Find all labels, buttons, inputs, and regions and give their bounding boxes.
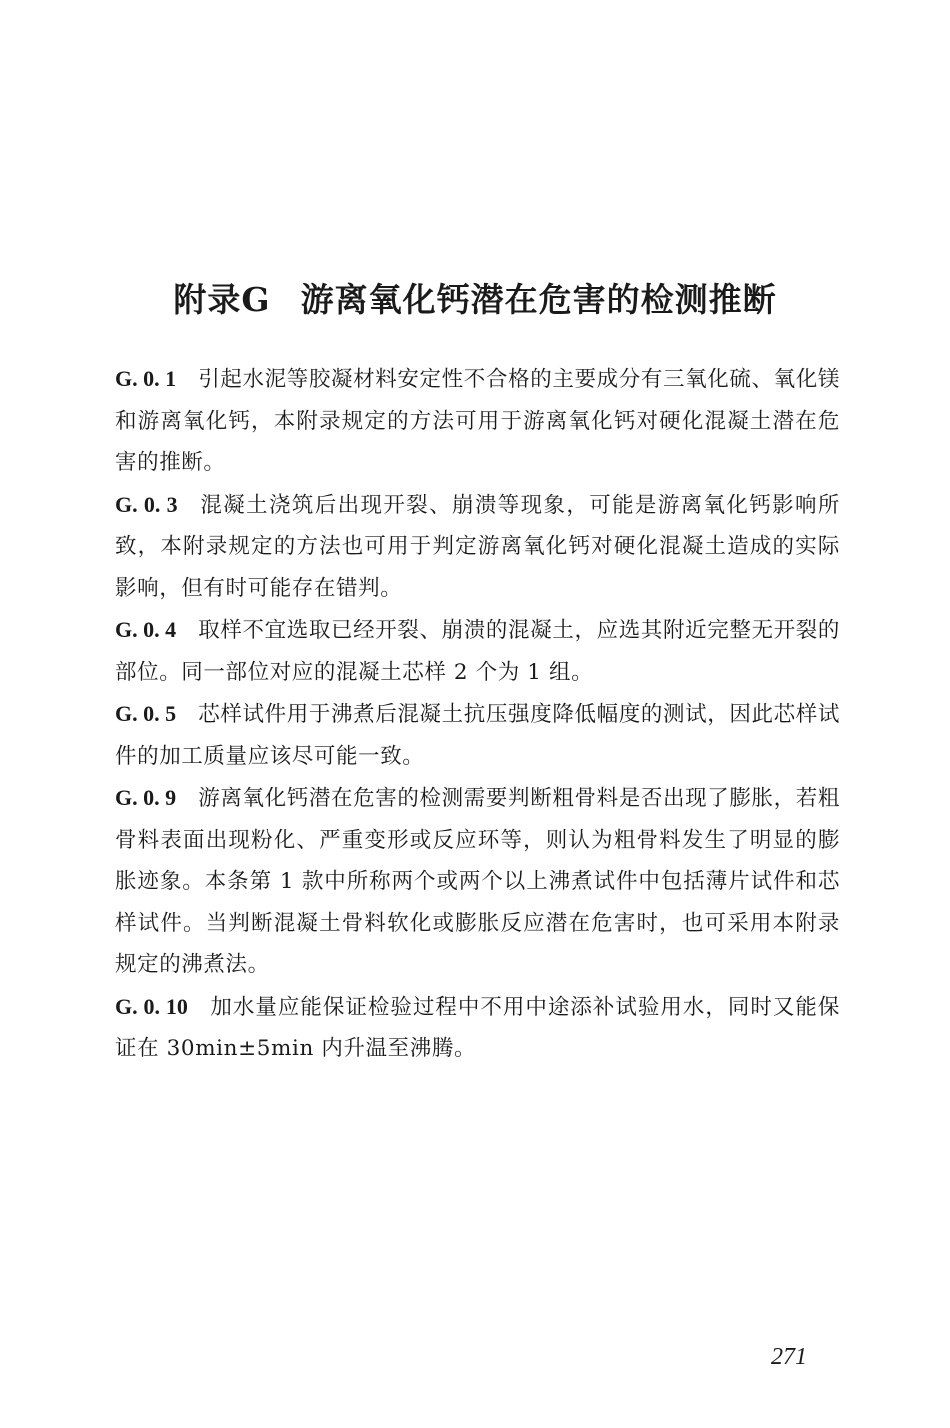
page-title bbox=[0, 274, 950, 326]
page-number: 271 bbox=[771, 1344, 807, 1370]
clause-list bbox=[115, 358, 840, 1070]
clause-text: 游离氧化钙潜在危害的检测需要判断粗骨料是否出现了膨胀，若粗骨料表面出现粉化、严重变形或反应环等，则认为粗骨料发生了明显的膨胀迹象。本条第 1 款中所称两个或两个以上沸煮试件中包括薄片试件和芯样试件。当判断混凝土骨料软化或膨胀反应潜在危害时，也可采用本附录规定的沸煮法。 bbox=[115, 786, 840, 977]
clause-g-0-4 bbox=[115, 609, 840, 693]
appendix-label: 附录G bbox=[173, 280, 271, 320]
clause-number: G. 0. 3 bbox=[115, 491, 178, 517]
clause-number: G. 0. 1 bbox=[115, 366, 177, 391]
clause-g-0-3 bbox=[115, 484, 840, 610]
clause-text: 加水量应能保证检验过程中不用中途添补试验用水，同时又能保证在 30min±5min 内升温至沸腾。 bbox=[115, 994, 840, 1061]
clause-number: G. 0. 9 bbox=[115, 785, 177, 810]
clause-g-0-1 bbox=[115, 358, 840, 484]
clause-text: 混凝土浇筑后出现开裂、崩溃等现象，可能是游离氧化钙影响所致，本附录规定的方法也可用于判定游离氧化钙对硬化混凝土造成的实际影响，但有时可能存在错判。 bbox=[115, 492, 840, 601]
clause-g-0-9 bbox=[115, 777, 840, 986]
clause-g-0-5 bbox=[115, 693, 840, 777]
clause-g-0-10 bbox=[115, 986, 840, 1070]
clause-number: G. 0. 4 bbox=[115, 617, 177, 642]
clause-text: 芯样试件用于沸煮后混凝土抗压强度降低幅度的测试，因此芯样试件的加工质量应该尽可能一致。 bbox=[115, 702, 840, 769]
clause-number: G. 0. 5 bbox=[115, 701, 177, 726]
clause-text: 引起水泥等胶凝材料安定性不合格的主要成分有三氧化硫、氧化镁和游离氧化钙，本附录规定的方法可用于游离氧化钙对硬化混凝土潜在危害的推断。 bbox=[115, 367, 840, 475]
clause-number: G. 0. 10 bbox=[115, 993, 188, 1019]
appendix-title-text: 游离氧化钙潜在危害的检测推断 bbox=[300, 280, 777, 320]
clause-text: 取样不宜选取已经开裂、崩溃的混凝土，应选其附近完整无开裂的部位。同一部位对应的混凝土芯样 2 个为 1 组。 bbox=[115, 618, 840, 685]
